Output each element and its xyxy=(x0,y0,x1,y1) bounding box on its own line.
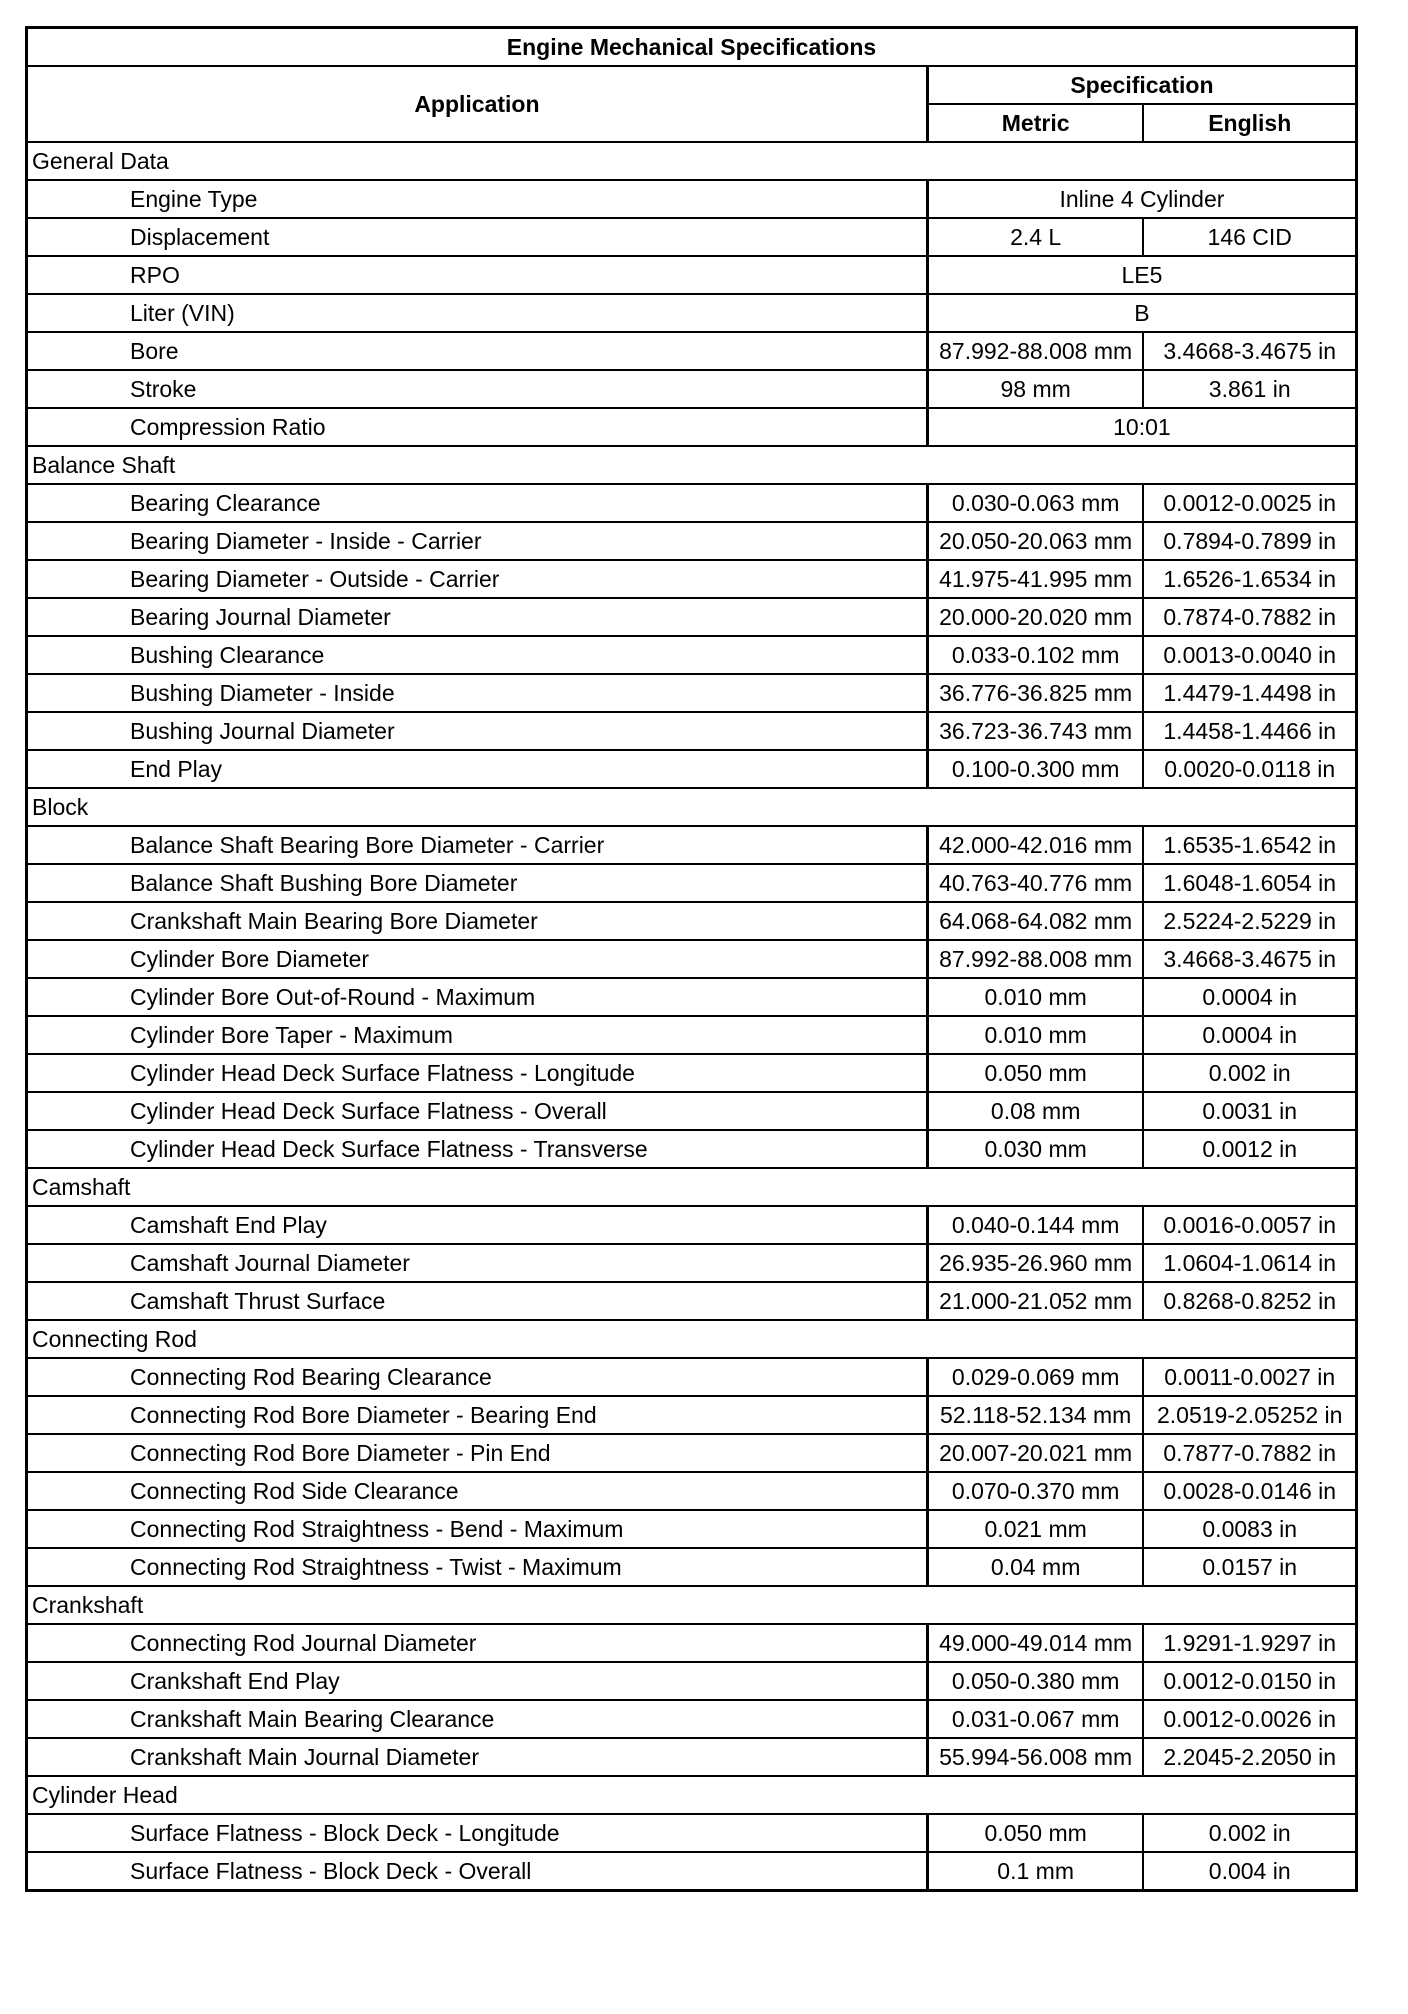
table-row xyxy=(27,1206,1357,1244)
spec-metric-value: 0.100-0.300 mm xyxy=(927,750,1143,788)
spec-value: B xyxy=(927,294,1356,332)
spec-label: Liter (VIN) xyxy=(27,294,928,332)
header-metric: Metric xyxy=(927,104,1143,142)
spec-english-value: 0.0031 in xyxy=(1143,1092,1356,1130)
table-row xyxy=(27,1472,1357,1510)
table-row xyxy=(27,484,1357,522)
spec-metric-value: 52.118-52.134 mm xyxy=(927,1396,1143,1434)
header-application: Application xyxy=(27,66,928,142)
spec-metric-value: 0.070-0.370 mm xyxy=(927,1472,1143,1510)
spec-metric-value: 87.992-88.008 mm xyxy=(927,940,1143,978)
table-row xyxy=(27,826,1357,864)
spec-label: Connecting Rod Bearing Clearance xyxy=(27,1358,928,1396)
table-row xyxy=(27,1624,1357,1662)
spec-label: Bushing Journal Diameter xyxy=(27,712,928,750)
spec-label: Bearing Diameter - Inside - Carrier xyxy=(27,522,928,560)
header-specification: Specification xyxy=(927,66,1356,104)
spec-english-value: 0.002 in xyxy=(1143,1054,1356,1092)
spec-label: Bearing Journal Diameter xyxy=(27,598,928,636)
table-row xyxy=(27,1548,1357,1586)
spec-label: Surface Flatness - Block Deck - Longitude xyxy=(27,1814,928,1852)
table-row xyxy=(27,180,1357,218)
spec-label: Crankshaft Main Journal Diameter xyxy=(27,1738,928,1776)
section-row xyxy=(27,446,1357,484)
table-row xyxy=(27,636,1357,674)
spec-metric-value: 20.050-20.063 mm xyxy=(927,522,1143,560)
table-title: Engine Mechanical Specifications xyxy=(27,28,1357,67)
spec-english-value: 0.0012-0.0026 in xyxy=(1143,1700,1356,1738)
spec-english-value: 0.0016-0.0057 in xyxy=(1143,1206,1356,1244)
table-row xyxy=(27,1130,1357,1168)
spec-english-value: 1.4479-1.4498 in xyxy=(1143,674,1356,712)
spec-label: Engine Type xyxy=(27,180,928,218)
table-row xyxy=(27,256,1357,294)
table-row xyxy=(27,1434,1357,1472)
spec-metric-value: 64.068-64.082 mm xyxy=(927,902,1143,940)
section-title: Camshaft xyxy=(27,1168,1357,1206)
table-row xyxy=(27,1396,1357,1434)
spec-metric-value: 0.021 mm xyxy=(927,1510,1143,1548)
spec-english-value: 0.0028-0.0146 in xyxy=(1143,1472,1356,1510)
table-row xyxy=(27,1700,1357,1738)
spec-metric-value: 0.031-0.067 mm xyxy=(927,1700,1143,1738)
spec-label: Displacement xyxy=(27,218,928,256)
spec-english-value: 0.7877-0.7882 in xyxy=(1143,1434,1356,1472)
spec-english-value: 1.9291-1.9297 in xyxy=(1143,1624,1356,1662)
spec-metric-value: 0.010 mm xyxy=(927,1016,1143,1054)
spec-metric-value: 0.040-0.144 mm xyxy=(927,1206,1143,1244)
spec-metric-value: 0.010 mm xyxy=(927,978,1143,1016)
spec-metric-value: 42.000-42.016 mm xyxy=(927,826,1143,864)
spec-label: Balance Shaft Bearing Bore Diameter - Carrier xyxy=(27,826,928,864)
header-english: English xyxy=(1143,104,1356,142)
spec-english-value: 0.0083 in xyxy=(1143,1510,1356,1548)
spec-label: Stroke xyxy=(27,370,928,408)
spec-english-value: 0.0011-0.0027 in xyxy=(1143,1358,1356,1396)
table-row xyxy=(27,370,1357,408)
spec-label: Balance Shaft Bushing Bore Diameter xyxy=(27,864,928,902)
table-row xyxy=(27,598,1357,636)
section-title: Cylinder Head xyxy=(27,1776,1357,1814)
table-row xyxy=(27,712,1357,750)
spec-label: Connecting Rod Side Clearance xyxy=(27,1472,928,1510)
table-row xyxy=(27,218,1357,256)
table-row xyxy=(27,1054,1357,1092)
spec-english-value: 146 CID xyxy=(1143,218,1356,256)
spec-metric-value: 0.030 mm xyxy=(927,1130,1143,1168)
spec-label: Connecting Rod Bore Diameter - Pin End xyxy=(27,1434,928,1472)
section-title: Connecting Rod xyxy=(27,1320,1357,1358)
spec-english-value: 0.0012-0.0150 in xyxy=(1143,1662,1356,1700)
table-row xyxy=(27,1738,1357,1776)
spec-metric-value: 49.000-49.014 mm xyxy=(927,1624,1143,1662)
spec-label: Surface Flatness - Block Deck - Overall xyxy=(27,1852,928,1891)
table-row xyxy=(27,1244,1357,1282)
spec-metric-value: 0.08 mm xyxy=(927,1092,1143,1130)
spec-label: Cylinder Bore Out-of-Round - Maximum xyxy=(27,978,928,1016)
section-title: Crankshaft xyxy=(27,1586,1357,1624)
table-row xyxy=(27,674,1357,712)
spec-label: Crankshaft Main Bearing Clearance xyxy=(27,1700,928,1738)
spec-value: Inline 4 Cylinder xyxy=(927,180,1356,218)
section-title: General Data xyxy=(27,142,1357,180)
spec-label: Camshaft End Play xyxy=(27,1206,928,1244)
table-row xyxy=(27,978,1357,1016)
table-row xyxy=(27,750,1357,788)
table-row xyxy=(27,940,1357,978)
table-row xyxy=(27,1092,1357,1130)
spec-metric-value: 21.000-21.052 mm xyxy=(927,1282,1143,1320)
table-row xyxy=(27,1016,1357,1054)
spec-english-value: 0.0012-0.0025 in xyxy=(1143,484,1356,522)
spec-metric-value: 2.4 L xyxy=(927,218,1143,256)
spec-metric-value: 0.050 mm xyxy=(927,1814,1143,1852)
spec-metric-value: 40.763-40.776 mm xyxy=(927,864,1143,902)
table-row xyxy=(27,1852,1357,1891)
spec-metric-value: 87.992-88.008 mm xyxy=(927,332,1143,370)
spec-label: Bearing Diameter - Outside - Carrier xyxy=(27,560,928,598)
spec-metric-value: 0.030-0.063 mm xyxy=(927,484,1143,522)
table-row xyxy=(27,1510,1357,1548)
spec-metric-value: 20.007-20.021 mm xyxy=(927,1434,1143,1472)
spec-label: Compression Ratio xyxy=(27,408,928,446)
spec-english-value: 0.7894-0.7899 in xyxy=(1143,522,1356,560)
spec-english-value: 2.2045-2.2050 in xyxy=(1143,1738,1356,1776)
spec-english-value: 3.4668-3.4675 in xyxy=(1143,332,1356,370)
spec-metric-value: 0.033-0.102 mm xyxy=(927,636,1143,674)
spec-english-value: 1.6535-1.6542 in xyxy=(1143,826,1356,864)
spec-label: RPO xyxy=(27,256,928,294)
table-row xyxy=(27,408,1357,446)
spec-metric-value: 0.050-0.380 mm xyxy=(927,1662,1143,1700)
spec-label: Connecting Rod Bore Diameter - Bearing End xyxy=(27,1396,928,1434)
spec-english-value: 2.5224-2.5229 in xyxy=(1143,902,1356,940)
spec-label: Connecting Rod Straightness - Bend - Maximum xyxy=(27,1510,928,1548)
spec-metric-value: 36.723-36.743 mm xyxy=(927,712,1143,750)
spec-english-value: 0.0157 in xyxy=(1143,1548,1356,1586)
spec-english-value: 0.8268-0.8252 in xyxy=(1143,1282,1356,1320)
section-row xyxy=(27,1320,1357,1358)
spec-english-value: 0.0004 in xyxy=(1143,1016,1356,1054)
spec-english-value: 0.002 in xyxy=(1143,1814,1356,1852)
spec-english-value: 0.0013-0.0040 in xyxy=(1143,636,1356,674)
table-row xyxy=(27,1662,1357,1700)
spec-english-value: 1.6526-1.6534 in xyxy=(1143,560,1356,598)
table-row xyxy=(27,1358,1357,1396)
spec-metric-value: 41.975-41.995 mm xyxy=(927,560,1143,598)
spec-value: LE5 xyxy=(927,256,1356,294)
spec-label: Cylinder Head Deck Surface Flatness - Overall xyxy=(27,1092,928,1130)
spec-label: Bushing Diameter - Inside xyxy=(27,674,928,712)
spec-metric-value: 0.04 mm xyxy=(927,1548,1143,1586)
spec-english-value: 0.0012 in xyxy=(1143,1130,1356,1168)
spec-label: Connecting Rod Journal Diameter xyxy=(27,1624,928,1662)
table-row xyxy=(27,332,1357,370)
table-row xyxy=(27,864,1357,902)
section-title: Balance Shaft xyxy=(27,446,1357,484)
table-row xyxy=(27,1282,1357,1320)
spec-english-value: 0.7874-0.7882 in xyxy=(1143,598,1356,636)
spec-label: Bushing Clearance xyxy=(27,636,928,674)
section-row xyxy=(27,1168,1357,1206)
spec-english-value: 2.0519-2.05252 in xyxy=(1143,1396,1356,1434)
spec-label: Connecting Rod Straightness - Twist - Maximum xyxy=(27,1548,928,1586)
spec-english-value: 1.4458-1.4466 in xyxy=(1143,712,1356,750)
table-row xyxy=(27,902,1357,940)
spec-label: Cylinder Bore Diameter xyxy=(27,940,928,978)
spec-metric-value: 98 mm xyxy=(927,370,1143,408)
spec-metric-value: 0.1 mm xyxy=(927,1852,1143,1891)
table-row xyxy=(27,1814,1357,1852)
spec-metric-value: 26.935-26.960 mm xyxy=(927,1244,1143,1282)
spec-metric-value: 36.776-36.825 mm xyxy=(927,674,1143,712)
section-row xyxy=(27,1586,1357,1624)
spec-label: Cylinder Head Deck Surface Flatness - Transverse xyxy=(27,1130,928,1168)
spec-english-value: 3.4668-3.4675 in xyxy=(1143,940,1356,978)
spec-english-value: 1.6048-1.6054 in xyxy=(1143,864,1356,902)
table-row xyxy=(27,560,1357,598)
spec-label: Camshaft Journal Diameter xyxy=(27,1244,928,1282)
header-row xyxy=(27,66,1357,104)
spec-label: Cylinder Head Deck Surface Flatness - Longitude xyxy=(27,1054,928,1092)
spec-english-value: 1.0604-1.0614 in xyxy=(1143,1244,1356,1282)
spec-label: Crankshaft Main Bearing Bore Diameter xyxy=(27,902,928,940)
engine-specifications-table xyxy=(25,26,1358,1892)
title-row xyxy=(27,28,1357,67)
spec-body xyxy=(27,142,1357,1891)
section-row xyxy=(27,1776,1357,1814)
spec-label: Cylinder Bore Taper - Maximum xyxy=(27,1016,928,1054)
spec-metric-value: 55.994-56.008 mm xyxy=(927,1738,1143,1776)
spec-english-value: 3.861 in xyxy=(1143,370,1356,408)
spec-label: Crankshaft End Play xyxy=(27,1662,928,1700)
section-title: Block xyxy=(27,788,1357,826)
spec-english-value: 0.004 in xyxy=(1143,1852,1356,1891)
spec-label: Bore xyxy=(27,332,928,370)
spec-metric-value: 0.029-0.069 mm xyxy=(927,1358,1143,1396)
spec-english-value: 0.0004 in xyxy=(1143,978,1356,1016)
table-row xyxy=(27,522,1357,560)
section-row xyxy=(27,788,1357,826)
spec-label: End Play xyxy=(27,750,928,788)
table-row xyxy=(27,294,1357,332)
section-row xyxy=(27,142,1357,180)
spec-label: Camshaft Thrust Surface xyxy=(27,1282,928,1320)
spec-label: Bearing Clearance xyxy=(27,484,928,522)
spec-english-value: 0.0020-0.0118 in xyxy=(1143,750,1356,788)
spec-metric-value: 0.050 mm xyxy=(927,1054,1143,1092)
spec-value: 10:01 xyxy=(927,408,1356,446)
spec-metric-value: 20.000-20.020 mm xyxy=(927,598,1143,636)
